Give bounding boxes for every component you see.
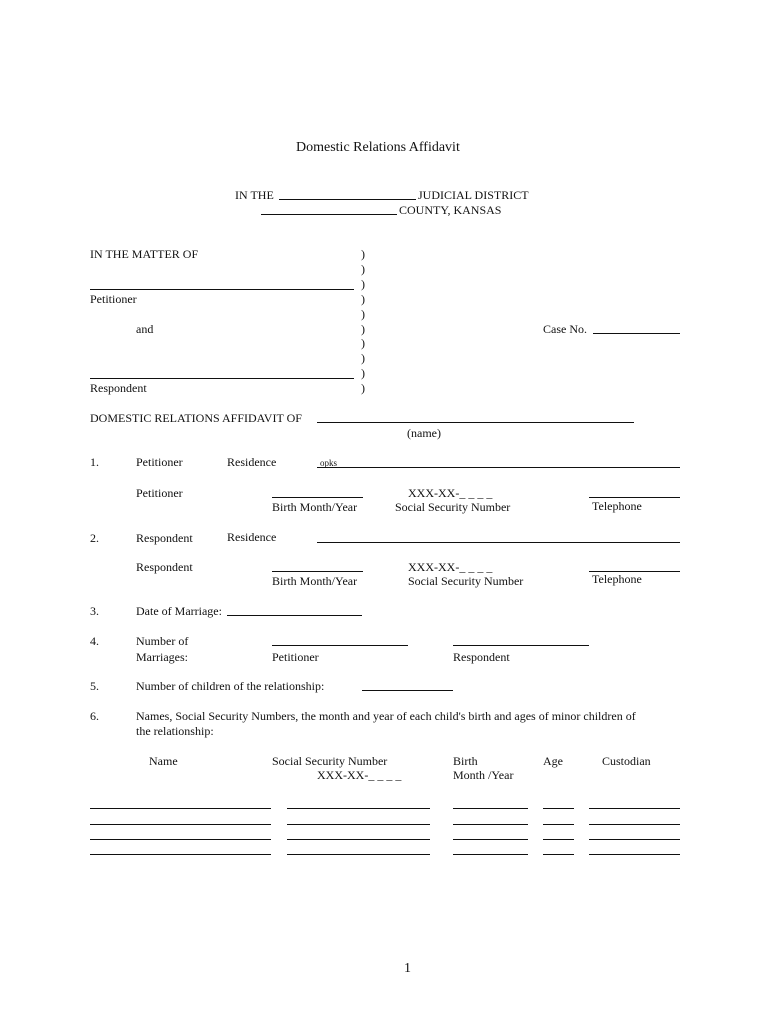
item-number-4: 4. [90,634,99,648]
petitioner-name-field[interactable] [90,289,354,290]
caption-paren: ) [361,366,365,380]
names-instruction-line2: the relationship: [136,724,214,738]
petitioner-birth-field[interactable] [272,497,363,498]
caption-and-label: and [136,322,154,336]
col-name-header: Name [149,754,178,768]
affiant-name-field[interactable] [317,422,634,423]
petitioner-residence-value[interactable]: opks [320,458,338,468]
petitioner-residence-field[interactable] [317,467,680,468]
caption-paren: ) [361,322,365,336]
item1-residence-label: Residence [227,455,277,469]
child-custodian-field[interactable] [589,839,680,840]
child-name-field[interactable] [90,854,271,855]
petitioner-telephone-field[interactable] [589,497,680,498]
number-of-label: Number of [136,634,189,648]
col-age-header: Age [543,754,563,768]
caption-paren: ) [361,292,365,306]
item-number-1: 1. [90,455,99,469]
name-hint: (name) [407,426,441,440]
child-age-field[interactable] [543,808,574,809]
col-ssn-mask: XXX-XX-_ _ _ _ [317,768,402,782]
names-instruction-line1: Names, Social Security Numbers, the month and year of each child's birth and ages of minor children of [136,709,636,723]
item1-petitioner-label: Petitioner [136,455,183,469]
affidavit-of-label: DOMESTIC RELATIONS AFFIDAVIT OF [90,411,302,425]
caption-paren: ) [361,262,365,276]
respondent-telephone-label: Telephone [592,572,642,586]
date-of-marriage-field[interactable] [227,615,362,616]
child-birth-field[interactable] [453,824,528,825]
petitioner-marriages-field[interactable] [272,645,408,646]
respondent-birth-field[interactable] [272,571,363,572]
child-name-field[interactable] [90,824,271,825]
child-age-field[interactable] [543,824,574,825]
item2-residence-label: Residence [227,530,277,544]
col-ssn-header: Social Security Number [272,754,388,768]
respondent-name-field[interactable] [90,378,354,379]
marriages-label: Marriages: [136,650,188,664]
case-no-label: Case No. [543,322,587,336]
respondent-marriages-field[interactable] [453,645,589,646]
marriages-petitioner-label: Petitioner [272,650,319,664]
petitioner-birth-label: Birth Month/Year [272,500,358,514]
item2-respondent-label-2: Respondent [136,560,193,574]
child-ssn-field[interactable] [287,854,430,855]
document-title: Domestic Relations Affidavit [296,140,460,155]
case-no-field[interactable] [593,333,680,334]
date-of-marriage-label: Date of Marriage: [136,604,222,618]
judicial-district-field[interactable] [279,199,416,200]
matter-of-label: IN THE MATTER OF [90,247,199,261]
marriages-respondent-label: Respondent [453,650,510,664]
court-line1-suffix: JUDICIAL DISTRICT [418,188,529,202]
county-field[interactable] [261,214,397,215]
item-number-6: 6. [90,709,99,723]
child-birth-field[interactable] [453,839,528,840]
child-age-field[interactable] [543,854,574,855]
item2-respondent-label: Respondent [136,531,193,545]
item1-petitioner-label-2: Petitioner [136,486,183,500]
child-ssn-field[interactable] [287,839,430,840]
caption-respondent-label: Respondent [90,381,147,395]
caption-paren: ) [361,247,365,261]
court-line2-suffix: COUNTY, KANSAS [399,203,502,217]
child-name-field[interactable] [90,808,271,809]
num-children-label: Number of children of the relationship: [136,679,325,693]
item-number-2: 2. [90,531,99,545]
court-line1-prefix: IN THE [235,188,274,202]
respondent-ssn-label: Social Security Number [408,574,524,588]
page-number: 1 [404,961,411,976]
child-birth-field[interactable] [453,808,528,809]
caption-paren: ) [361,307,365,321]
item-number-5: 5. [90,679,99,693]
respondent-ssn-field[interactable]: XXX-XX-_ _ _ _ [408,560,493,574]
respondent-residence-field[interactable] [317,542,680,543]
child-ssn-field[interactable] [287,824,430,825]
child-name-field[interactable] [90,839,271,840]
child-birth-field[interactable] [453,854,528,855]
petitioner-ssn-field[interactable]: XXX-XX-_ _ _ _ [408,486,493,500]
col-custodian-header: Custodian [602,754,651,768]
respondent-birth-label: Birth Month/Year [272,574,358,588]
caption-paren: ) [361,277,365,291]
caption-paren: ) [361,336,365,350]
caption-paren: ) [361,381,365,395]
child-custodian-field[interactable] [589,824,680,825]
col-birth-header: Birth [453,754,478,768]
child-custodian-field[interactable] [589,808,680,809]
caption-petitioner-label: Petitioner [90,292,137,306]
num-children-field[interactable] [362,690,453,691]
petitioner-telephone-label: Telephone [592,499,642,513]
col-birth-header-2: Month /Year [453,768,514,782]
petitioner-ssn-label: Social Security Number [395,500,511,514]
caption-paren: ) [361,351,365,365]
child-age-field[interactable] [543,839,574,840]
child-ssn-field[interactable] [287,808,430,809]
child-custodian-field[interactable] [589,854,680,855]
item-number-3: 3. [90,604,99,618]
